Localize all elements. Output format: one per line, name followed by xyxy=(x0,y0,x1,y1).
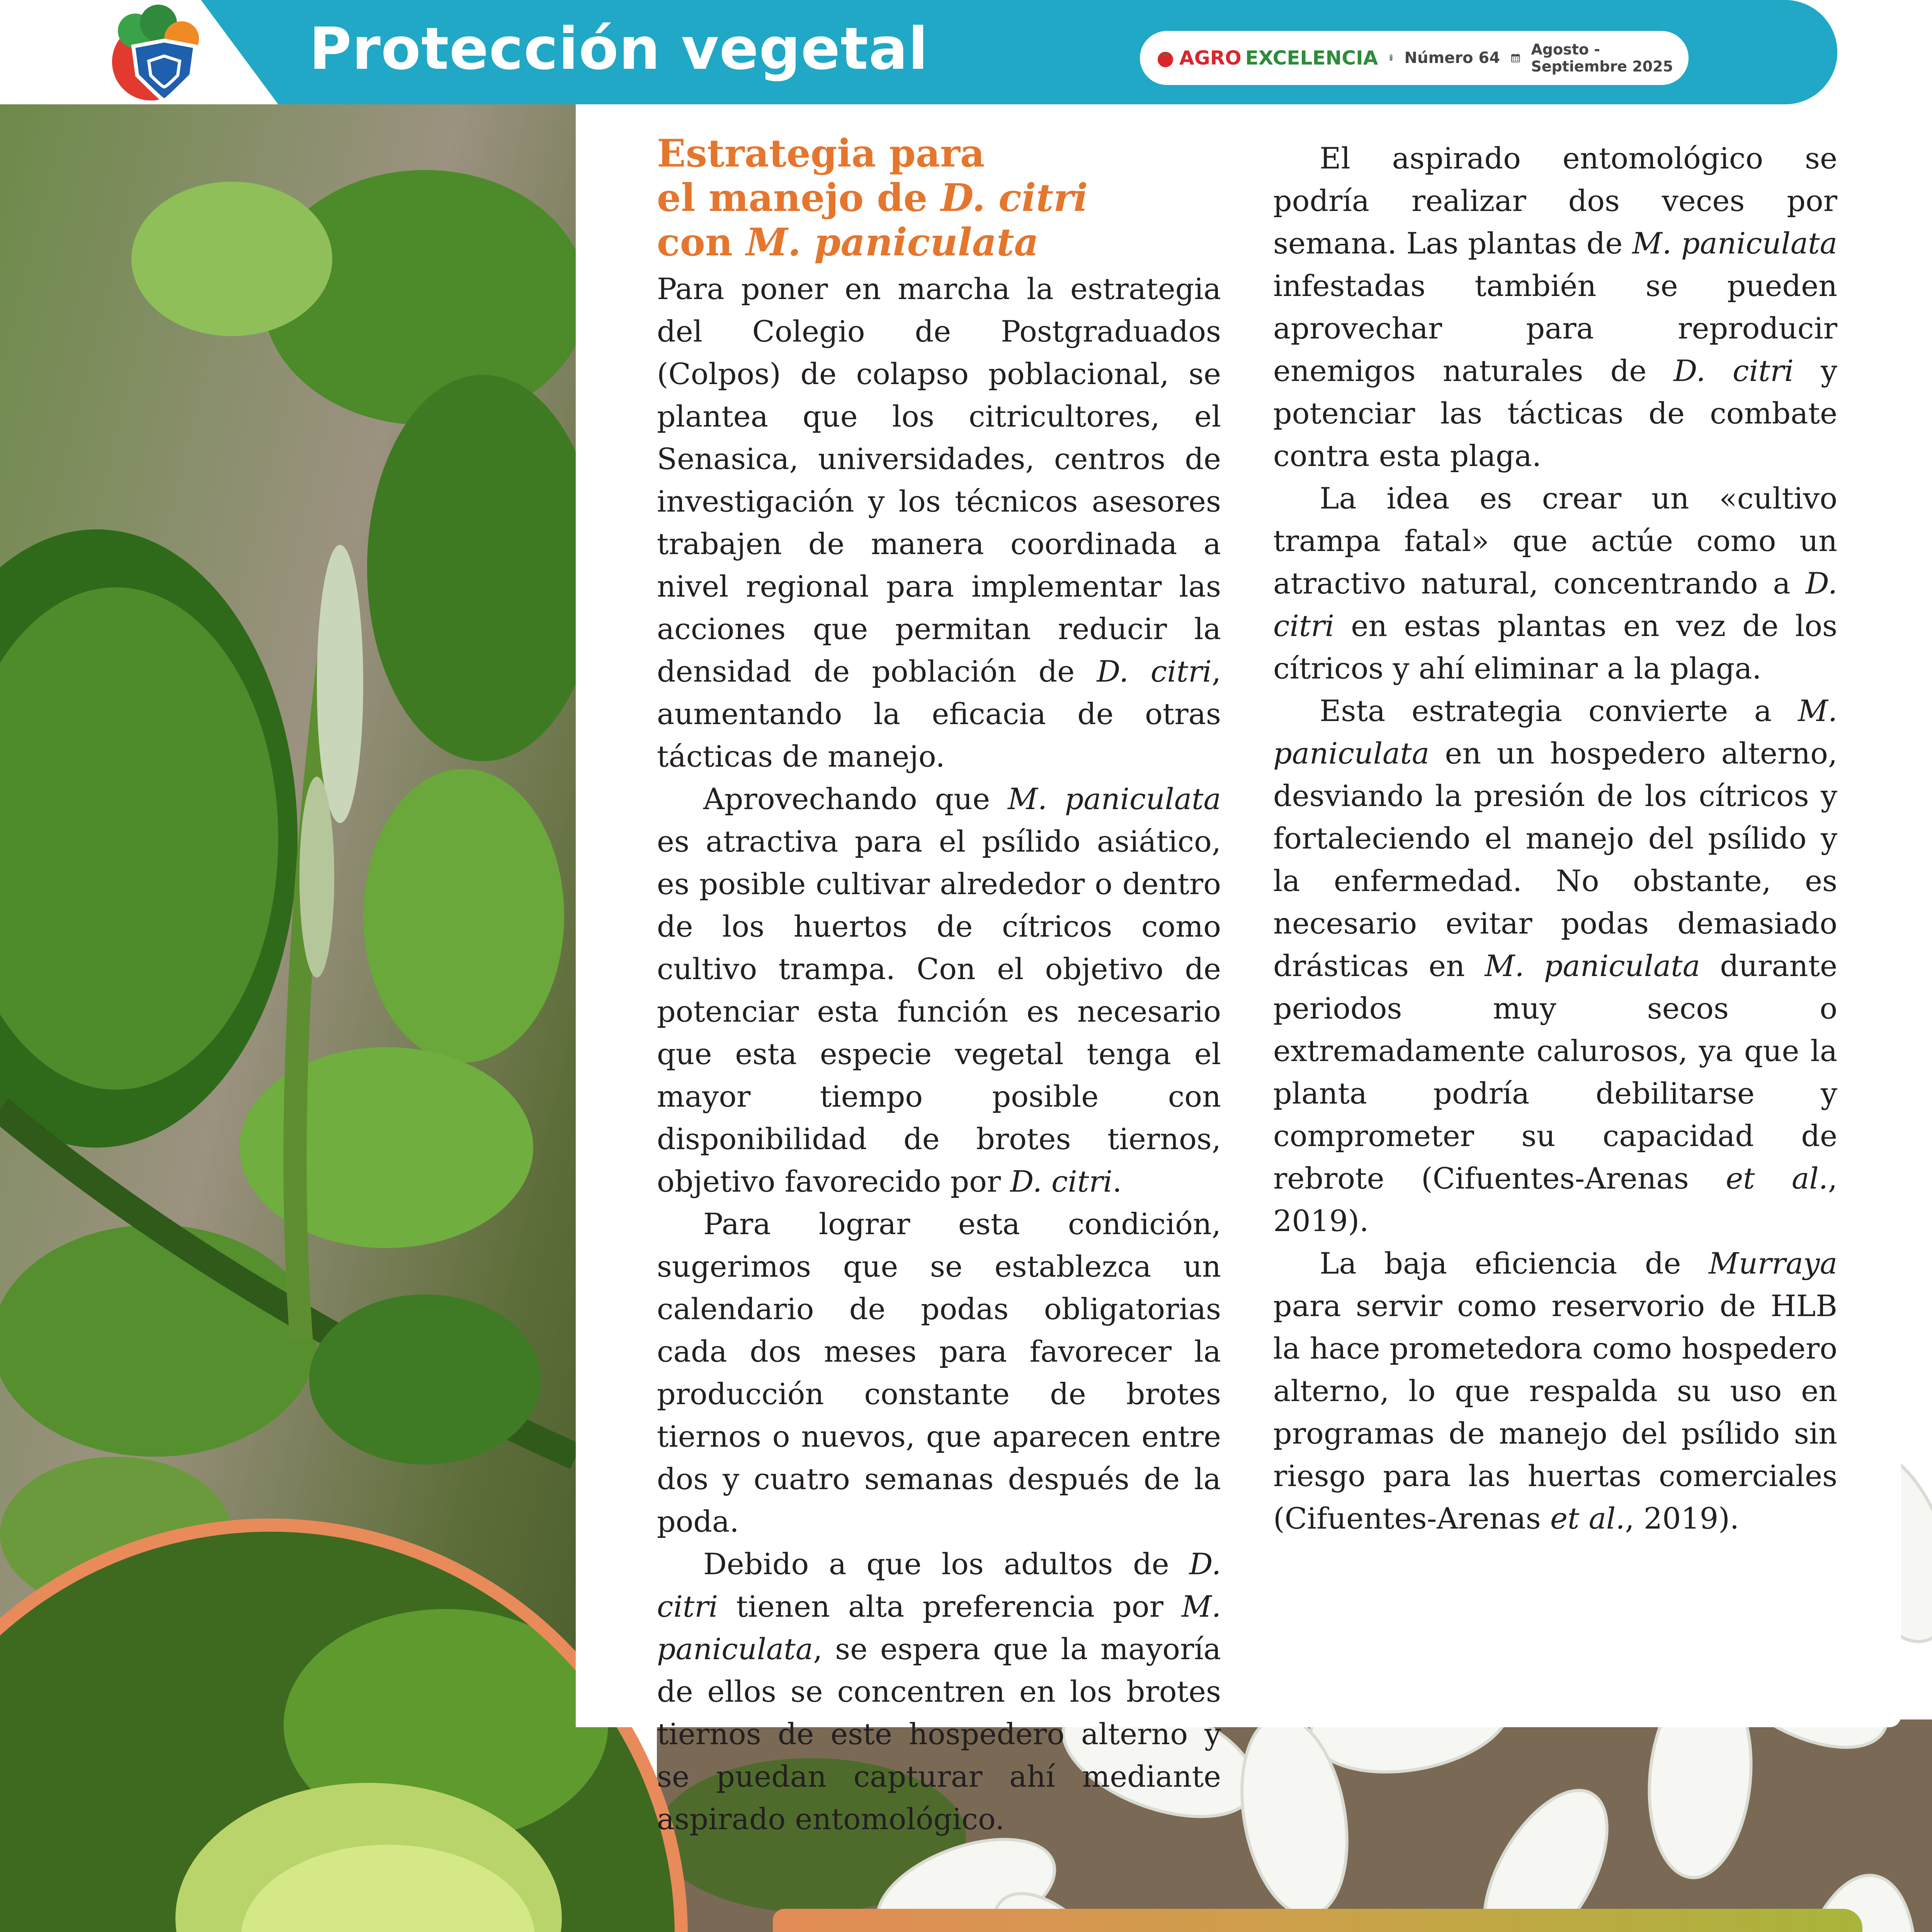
plant-protection-logo xyxy=(93,4,220,104)
heading-species-1: D. citri xyxy=(940,176,1088,220)
brand-agro: AGRO xyxy=(1179,47,1242,69)
paragraph-7: Esta estrategia convierte a M. paniculata en un hospedero alterno, desviando la presión de los cítricos y fortaleciendo el manejo del psílido y la enfermedad. No obstante, es necesario evitar podas demasiado drásticas en M. paniculata durante periodos muy secos o extremadamente calurosos, ya que la planta podría debilitarse y comprometer su capacidad de rebrote (Cifuentes-Arenas et al., 2019). xyxy=(1273,694,1837,1238)
heading-species-2: M. paniculata xyxy=(746,220,1039,265)
agroexcelencia-logo xyxy=(1155,47,1378,69)
issue-number: Número 64 xyxy=(1404,49,1500,67)
date-line-2: Septiembre 2025 xyxy=(1531,58,1673,75)
paragraph-3: Para lograr esta condición, sugerimos que se establezca un calendario de podas obligatorias cada dos meses para favorecer la producción constante de brotes tiernos o nuevos, que aparecen entre dos y cuatro semanas después de la poda. xyxy=(657,1207,1221,1539)
date-line-1: Agosto - xyxy=(1531,41,1600,58)
benefits-box xyxy=(773,1909,1862,1932)
tomato-icon xyxy=(1155,48,1175,68)
paragraph-6: La idea es crear un «cultivo trampa fatal» que actúe como un atractivo natural, concentrando a D. citri en estas plantas en vez de los cítricos y ahí eliminar a la plaga. xyxy=(1273,481,1837,685)
heading-line-3: con xyxy=(657,220,746,265)
article-column-1 xyxy=(657,131,1221,1840)
issue-date xyxy=(1531,41,1673,75)
issue-info-pill xyxy=(1140,31,1689,85)
section-title: Protección vegetal xyxy=(309,15,929,83)
paragraph-5: El aspirado entomológico se podría realizar dos veces por semana. Las plantas de M. paniculata infestadas también se pueden aprovechar para reproducir enemigos naturales de D. citri y potenciar las tácticas de combate contra esta plaga. xyxy=(1273,141,1837,473)
heading-line-2: el manejo de xyxy=(657,176,941,220)
heading-line-1: Estrategia para xyxy=(657,131,985,176)
paragraph-2: Aprovechando que M. paniculata es atractiva para el psílido asiático, es posible cultivar alrededor o dentro de los huertos de cítricos como cultivo trampa. Con el objetivo de potenciar esta función es necesario que esta especie vegetal tenga el mayor tiempo posible con disponibilidad de brotes tiernos, objetivo favorecido por D. citri. xyxy=(657,782,1221,1199)
brand-excelencia: EXCELENCIA xyxy=(1245,47,1378,69)
paragraph-8: La baja eficiencia de Murraya para servir como reservorio de HLB la hace prometedora como hospedero alterno, lo que respalda su uso en programas de manejo del psílido sin riesgo para las huertas comerciales (Cifuentes-Arenas et al., 2019). xyxy=(1273,1246,1837,1536)
calendar-icon xyxy=(1511,43,1520,73)
paragraph-4: Debido a que los adultos de D. citri tienen alta preferencia por M. paniculata, se espera que la mayoría de ellos se concentren en los brotes tiernos de este hospedero alterno y se puedan capturar ahí mediante aspirado entomológico. xyxy=(657,1547,1221,1836)
article-column-2 xyxy=(1273,137,1837,1540)
article-heading xyxy=(657,131,1221,265)
paragraph-1: Para poner en marcha la estrategia del Colegio de Postgraduados (Colpos) de colapso poblacional, se plantea que los citricultores, el Senasica, universidades, centros de investigación y los técnicos asesores trabajen de manera coordinada a nivel regional para implementar las acciones que permitan reducir la densidad de población de D. citri, aumentando la eficacia de otras tácticas de manejo. xyxy=(657,272,1221,774)
paperclip-icon xyxy=(1389,44,1393,71)
